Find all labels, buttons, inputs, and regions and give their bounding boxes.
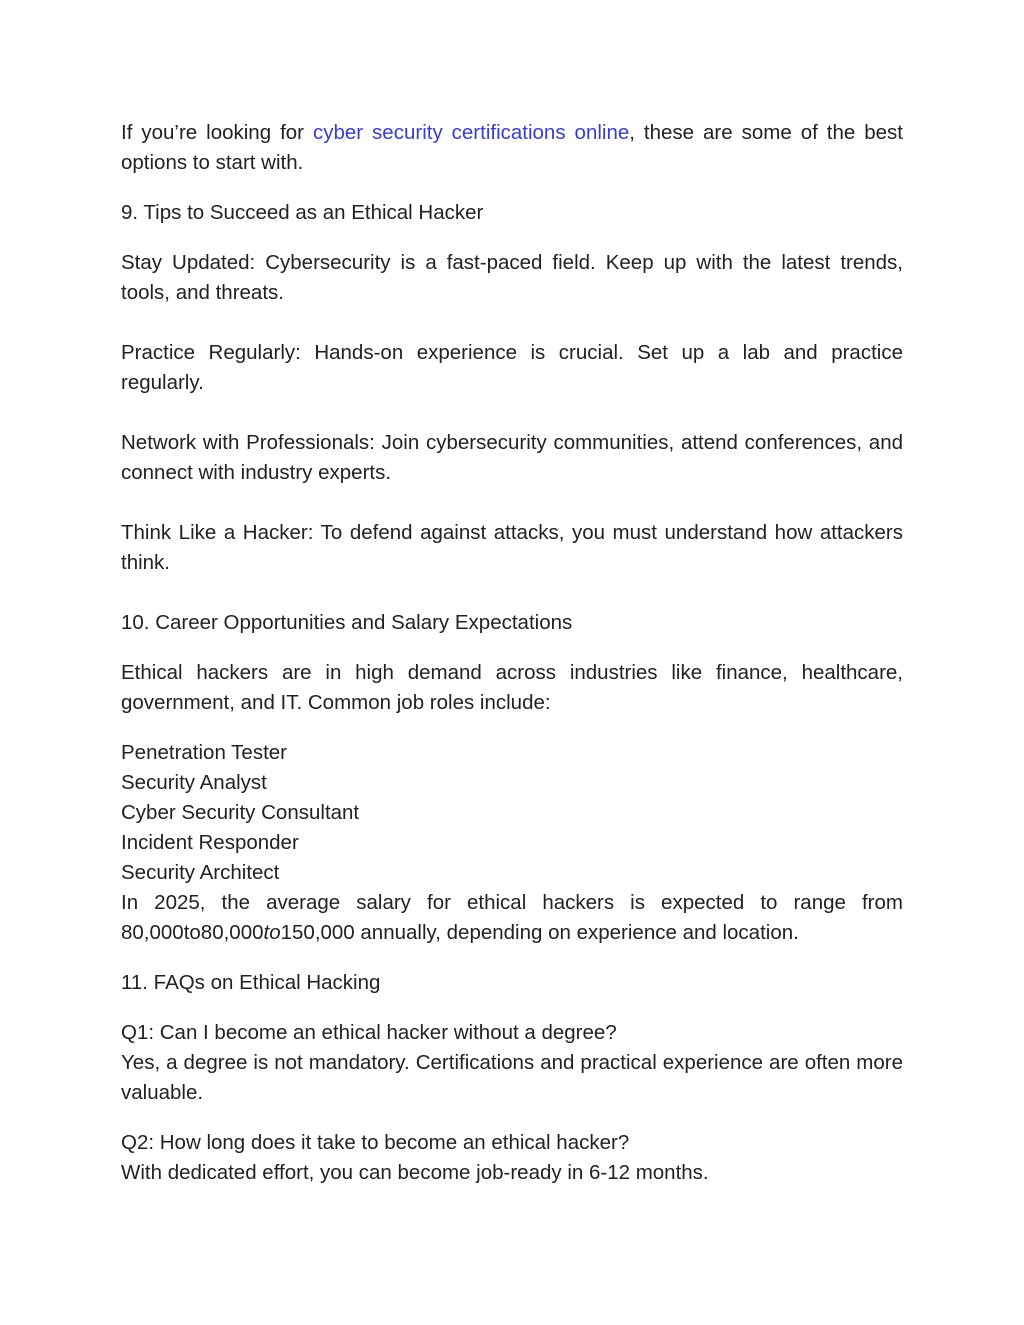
salary-paragraph	[121, 888, 903, 948]
section-10-heading: 10. Career Opportunities and Salary Expectations	[121, 611, 573, 634]
list-item: Security Analyst	[121, 771, 267, 794]
job-roles-list	[121, 738, 903, 888]
career-intro-paragraph: Ethical hackers are in high demand across industries like finance, healthcare, government, and IT. Common job roles include:	[121, 661, 903, 714]
faq-answer: Yes, a degree is not mandatory. Certifications and practical experience are often more valuable.	[121, 1051, 903, 1104]
tip-network-with-professionals: Network with Professionals: Join cybersecurity communities, attend conferences, and connect with industry experts.	[121, 431, 903, 484]
faq-item	[121, 1128, 903, 1188]
section-11-heading: 11. FAQs on Ethical Hacking	[121, 971, 381, 994]
cyber-security-certifications-link[interactable]: cyber security certifications online	[312, 121, 630, 144]
salary-text-b: 150,000 annually, depending on experience and location.	[280, 921, 799, 944]
list-item: Incident Responder	[121, 831, 299, 854]
section-9-heading: 9. Tips to Succeed as an Ethical Hacker	[121, 201, 484, 224]
salary-text-italic: to	[263, 921, 281, 944]
intro-prefix: If you’re looking for	[121, 121, 313, 144]
intro-suffix: , these are some of the best options to start with.	[121, 121, 903, 174]
faq-item	[121, 1018, 903, 1108]
document-page	[121, 118, 903, 1188]
tip-think-like-a-hacker: Think Like a Hacker: To defend against attacks, you must understand how attackers think.	[121, 521, 903, 574]
salary-text-a: In 2025, the average salary for ethical hackers is expected to range from 80,000to80,000	[121, 891, 903, 944]
list-item: Cyber Security Consultant	[121, 801, 360, 824]
tip-practice-regularly: Practice Regularly: Hands-on experience is crucial. Set up a lab and practice regularly.	[121, 341, 903, 394]
faq-question: Q1: Can I become an ethical hacker without a degree?	[121, 1021, 617, 1044]
list-item: Security Architect	[121, 861, 280, 884]
list-item: Penetration Tester	[121, 741, 288, 764]
faq-question: Q2: How long does it take to become an ethical hacker?	[121, 1131, 630, 1154]
tip-stay-updated: Stay Updated: Cybersecurity is a fast-paced field. Keep up with the latest trends, tools, and threats.	[121, 251, 903, 304]
intro-paragraph	[121, 118, 903, 178]
faq-answer: With dedicated effort, you can become job-ready in 6-12 months.	[121, 1161, 709, 1184]
